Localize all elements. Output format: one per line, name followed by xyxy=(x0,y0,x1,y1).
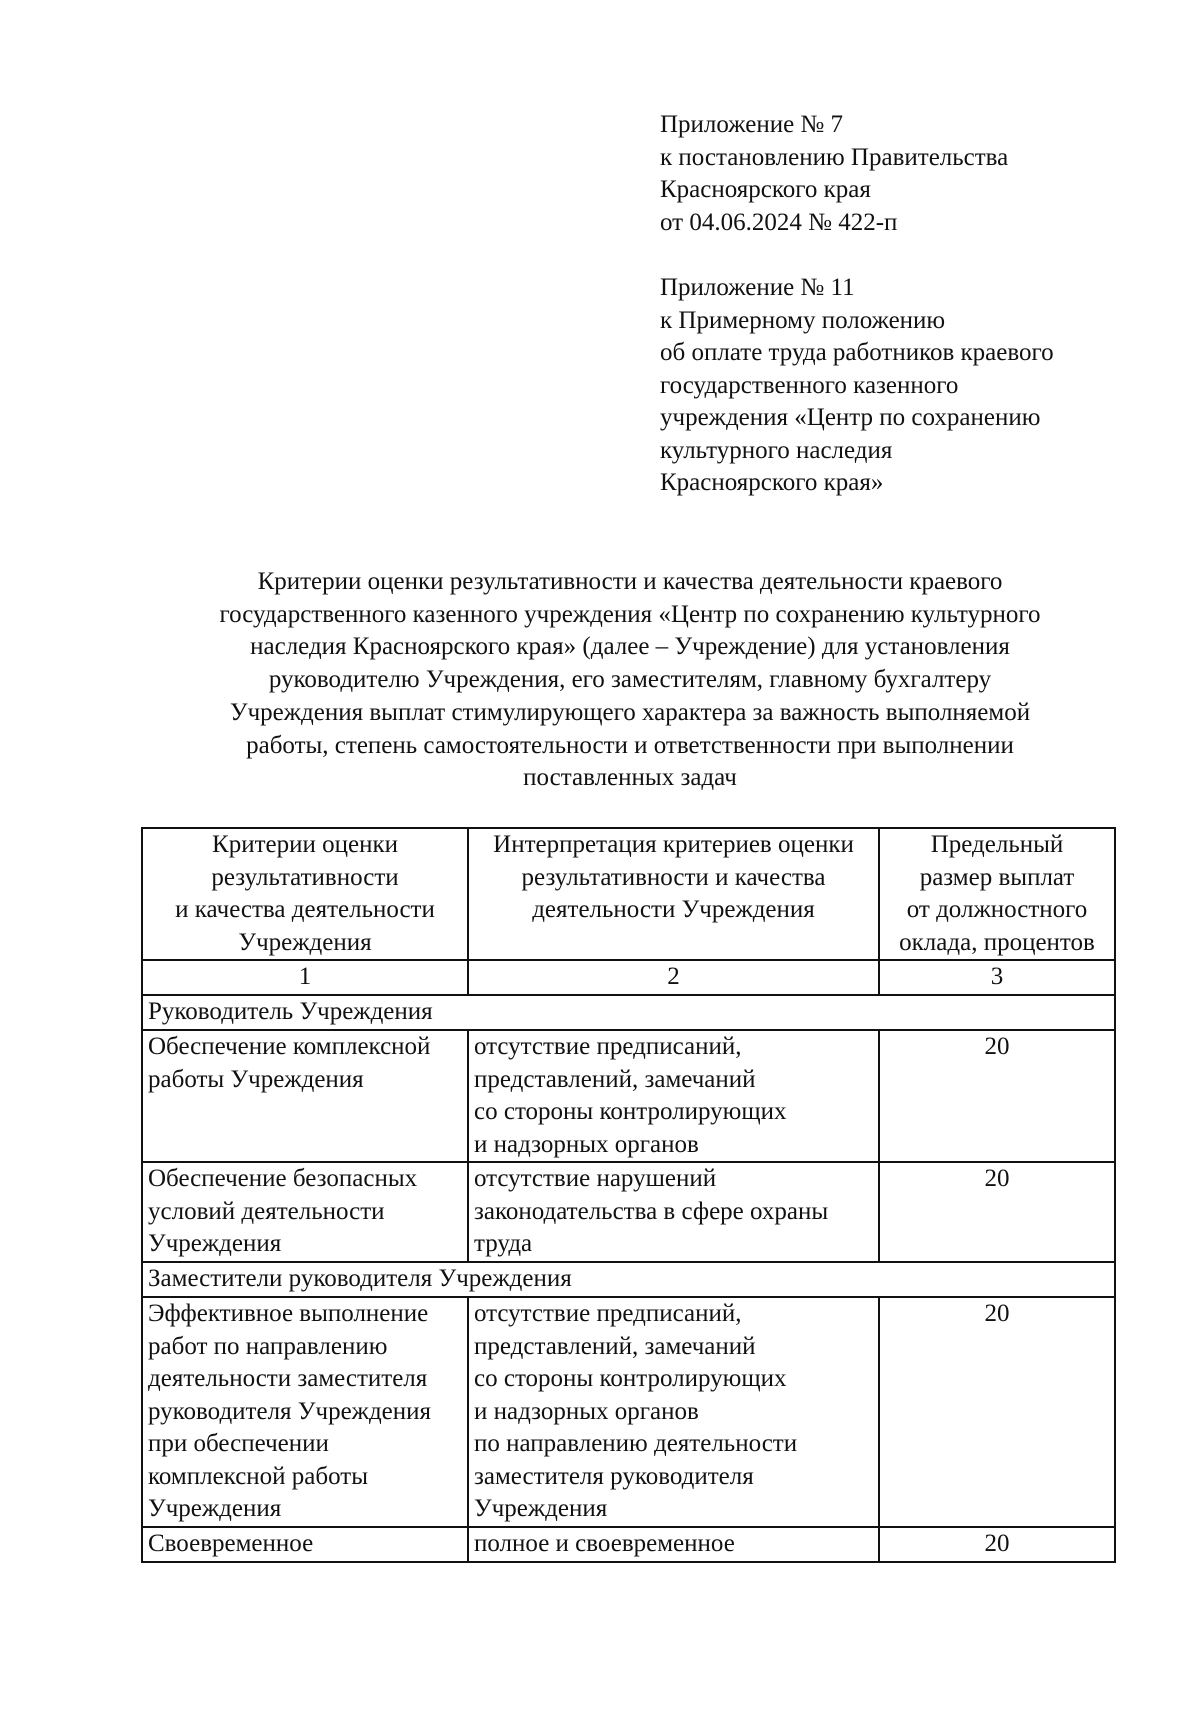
criterion-cell: Эффективное выполнение работ по направлению деятельности заместителя руководителя Учреждения при обеспечении комплексной работы Учреждения xyxy=(142,1297,468,1527)
title-line: работы, степень самостоятельности и ответственности при выполнении xyxy=(246,731,1014,759)
header-interpretation: Интерпретация критериев оценки результативности и качества деятельности Учреждения xyxy=(468,828,879,960)
annex-primary-line: к постановлению Правительства xyxy=(660,143,1009,171)
title-line: поставленных задач xyxy=(523,764,737,792)
annex-secondary-line: культурного наследия xyxy=(660,436,893,464)
criterion-cell: Обеспечение безопасных условий деятельности Учреждения xyxy=(142,1162,468,1262)
limit-cell: 20 xyxy=(879,1162,1115,1262)
title-line: наследия Красноярского края» (далее – Учреждение) для установления xyxy=(250,633,1010,661)
section-title: Руководитель Учреждения xyxy=(142,995,1115,1030)
annex-secondary-line: государственного казенного xyxy=(660,371,959,399)
interpretation-cell: полное и своевременное xyxy=(468,1527,879,1562)
column-number: 3 xyxy=(879,960,1115,995)
title-line: государственного казенного учреждения «Центр по сохранению культурного xyxy=(219,600,1041,628)
header-limit: Предельный размер выплат от должностного оклада, процентов xyxy=(879,828,1115,960)
annex-primary xyxy=(660,109,1180,239)
interpretation-cell: отсутствие предписаний, представлений, замечаний со стороны контролирующих и надзорных органов по направлению деятельности заместителя руководителя Учреждения xyxy=(468,1297,879,1527)
title-line: Критерии оценки результативности и качества деятельности краевого xyxy=(257,568,1003,595)
document-title xyxy=(130,566,1130,795)
title-line: Учреждения выплат стимулирующего характера за важность выполняемой xyxy=(229,698,1031,726)
section-row-deputies xyxy=(142,1262,1115,1297)
annex-secondary-line: Красноярского края» xyxy=(660,469,884,496)
annex-secondary-line: учреждения «Центр по сохранению xyxy=(660,404,1041,431)
table-row xyxy=(142,1527,1115,1562)
header-criteria: Критерии оценки результативности и качества деятельности Учреждения xyxy=(142,828,468,960)
table-header-row xyxy=(142,828,1115,960)
annex-primary-line: Приложение № 7 xyxy=(660,111,844,138)
table-row xyxy=(142,1162,1115,1262)
section-row-head xyxy=(142,995,1115,1030)
annex-secondary-line: к Примерному положению xyxy=(660,306,946,334)
annex-primary-line: Красноярского края xyxy=(660,176,871,203)
limit-cell: 20 xyxy=(879,1297,1115,1527)
annex-secondary-line: Приложение № 11 xyxy=(660,274,855,301)
annex-secondary-line: об оплате труда работников краевого xyxy=(660,339,1054,366)
annex-secondary xyxy=(660,272,1180,500)
interpretation-cell: отсутствие предписаний, представлений, замечаний со стороны контролирующих и надзорных органов xyxy=(468,1030,879,1162)
column-number: 1 xyxy=(142,960,468,995)
limit-cell: 20 xyxy=(879,1527,1115,1562)
criterion-cell: Своевременное xyxy=(142,1527,468,1562)
criterion-cell: Обеспечение комплексной работы Учреждения xyxy=(142,1030,468,1162)
table-row xyxy=(142,1030,1115,1162)
interpretation-cell: отсутствие нарушений законодательства в сфере охраны труда xyxy=(468,1162,879,1262)
table-row xyxy=(142,1297,1115,1527)
column-number-row xyxy=(142,960,1115,995)
section-title: Заместители руководителя Учреждения xyxy=(142,1262,1115,1297)
annex-primary-line: от 04.06.2024 № 422-п xyxy=(660,208,898,236)
column-number: 2 xyxy=(468,960,879,995)
limit-cell: 20 xyxy=(879,1030,1115,1162)
title-line: руководителю Учреждения, его заместителям, главному бухгалтеру xyxy=(268,666,992,694)
criteria-table xyxy=(141,827,1116,1563)
